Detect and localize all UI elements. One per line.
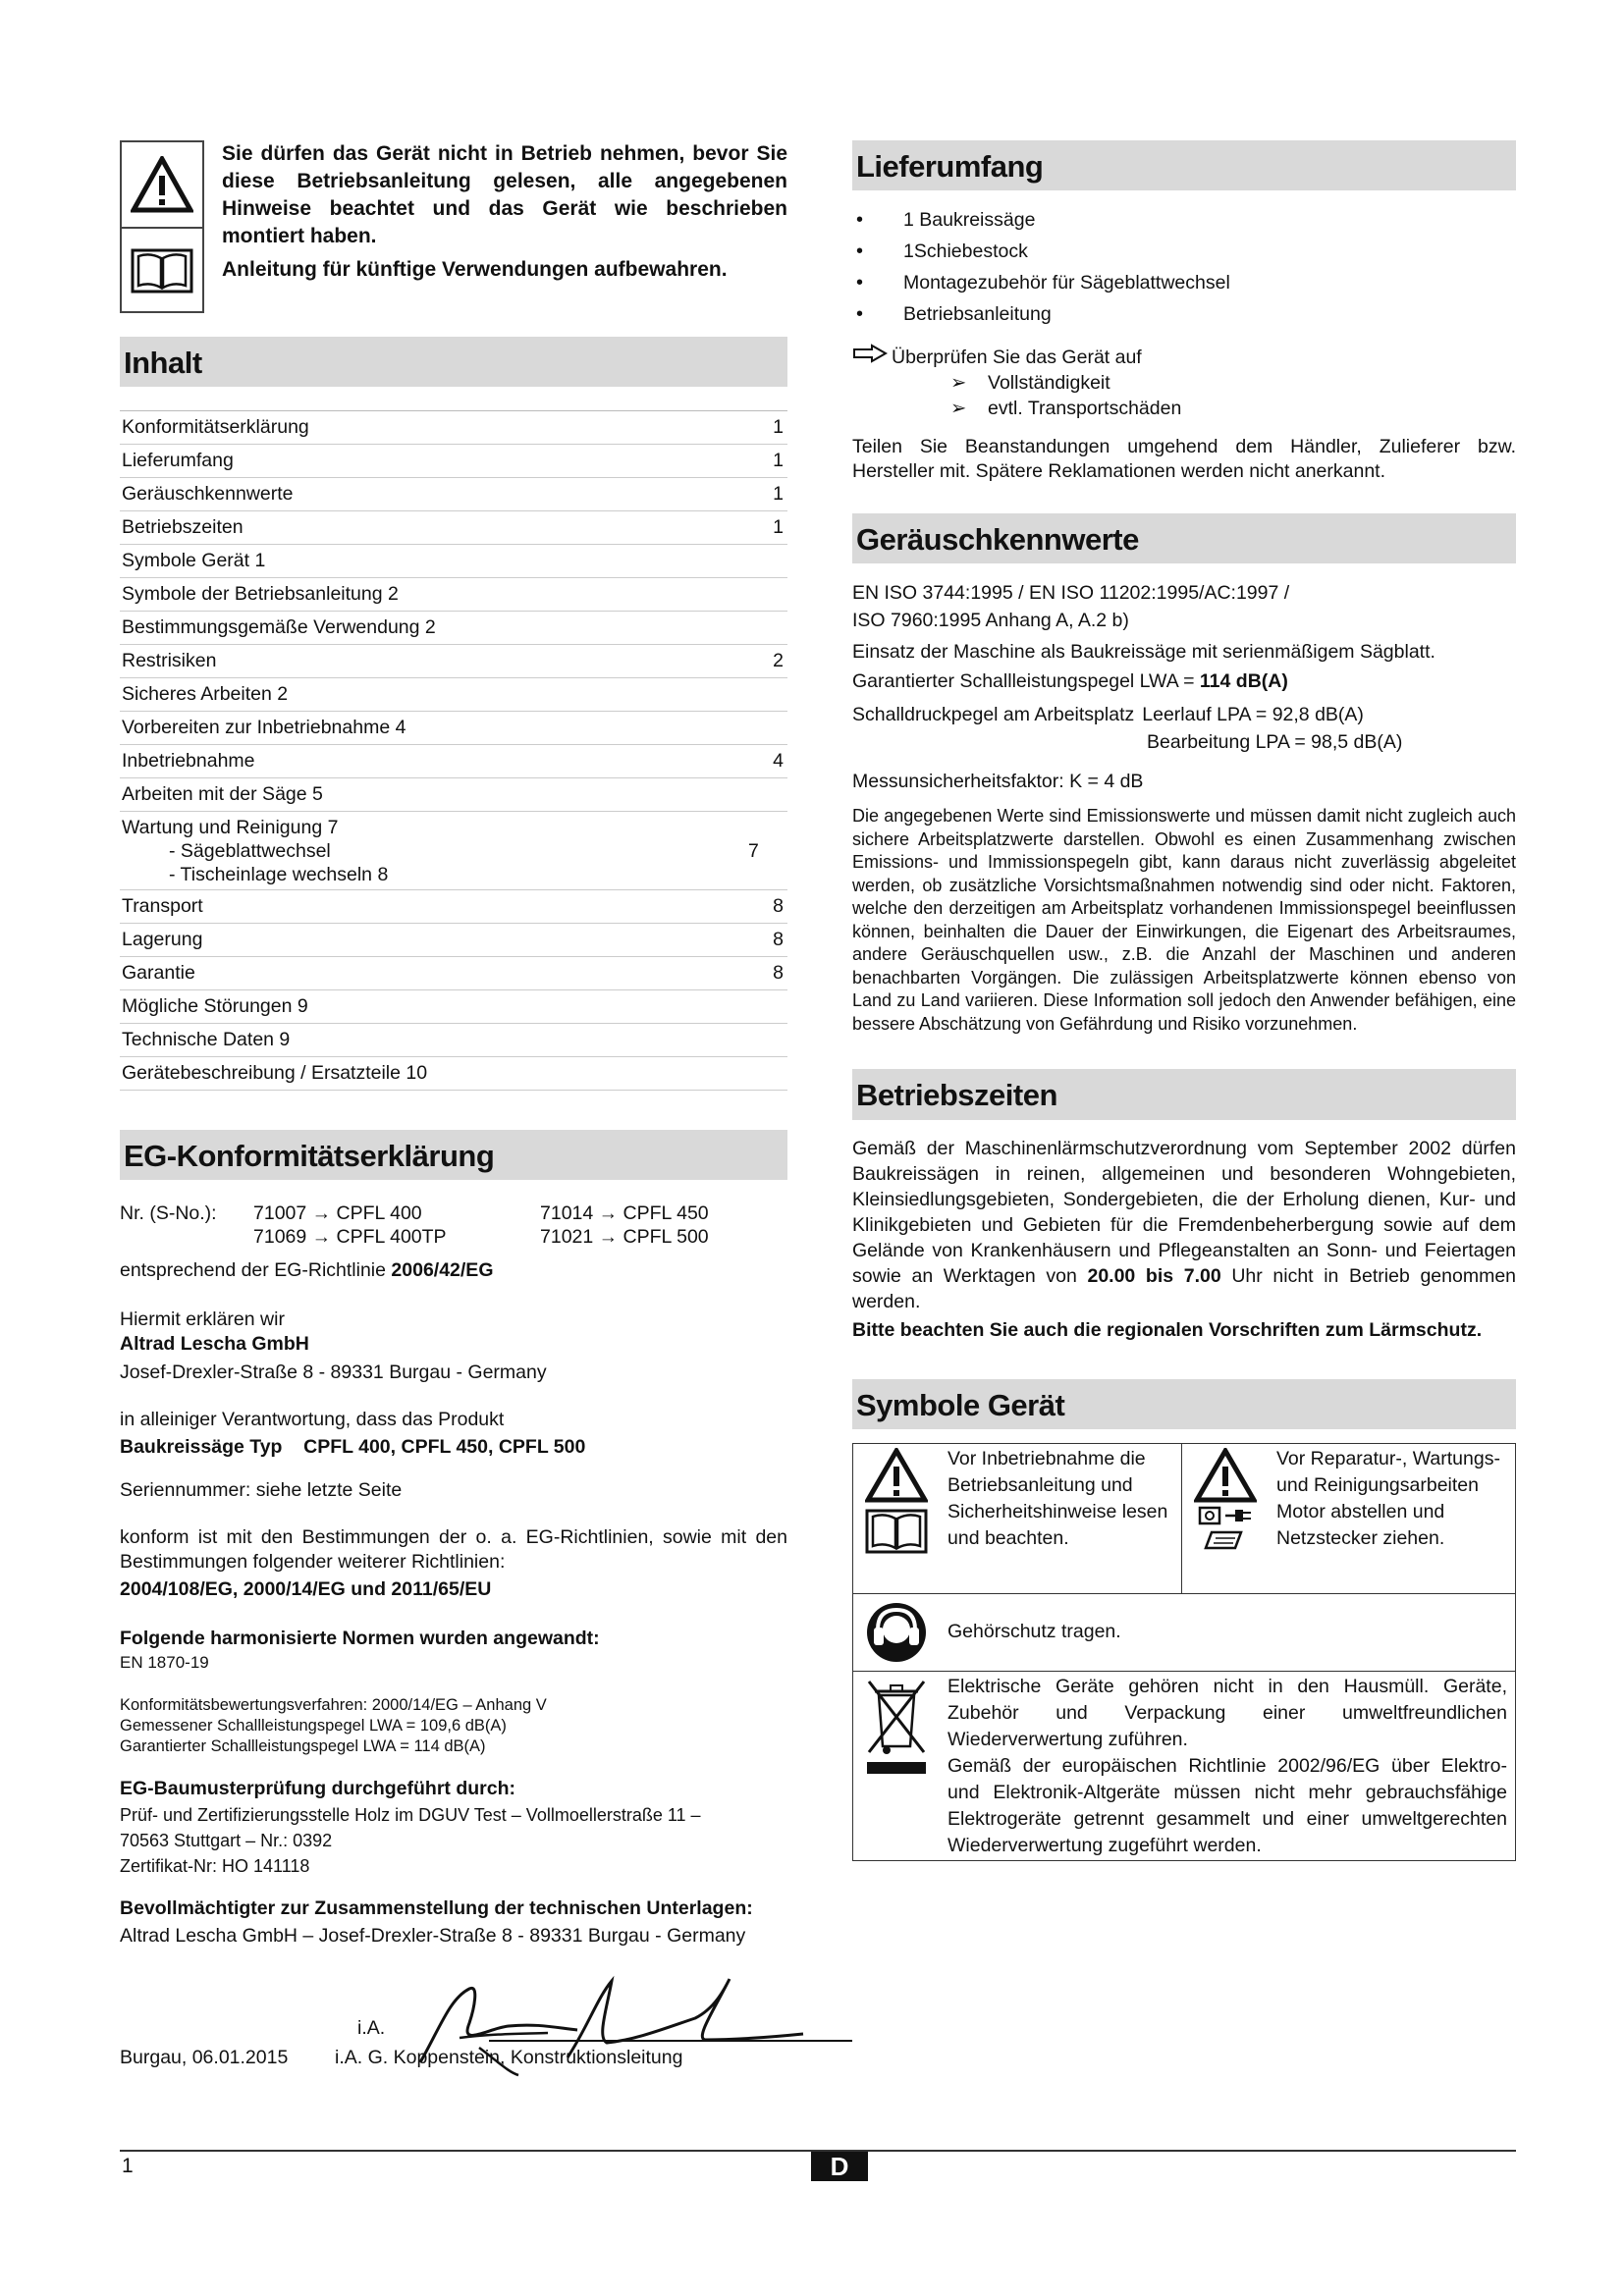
noise-uncertainty: Messunsicherheitsfaktor: K = 4 dB bbox=[852, 771, 1144, 793]
eg-norms: EN 1870-19 bbox=[120, 1653, 209, 1673]
toc-sub-label: - Tischeinlage wechseln 8 bbox=[169, 864, 389, 886]
noise-use: Einsatz der Maschine als Baukreissäge mit serienmäßigem Sägblatt. bbox=[852, 641, 1435, 664]
eg-directive-line bbox=[120, 1256, 787, 1284]
eg-exam bbox=[120, 1802, 787, 1879]
eg-models bbox=[120, 1200, 787, 1251]
toc-label: Symbole der Betriebsanleitung 2 bbox=[122, 583, 399, 606]
signature-block bbox=[120, 1969, 787, 2087]
noise-heading: Geräuschkennwerte bbox=[852, 513, 1516, 563]
warning-triangle-icon bbox=[122, 142, 202, 227]
toc-page: 2 bbox=[773, 650, 784, 672]
toc-wartung-label: Wartung und Reinigung 7 bbox=[122, 817, 339, 839]
eg-address: Josef-Drexler-Straße 8 - 89331 Burgau - Germany bbox=[120, 1362, 547, 1384]
noise-std: ISO 7960:1995 Anhang A, A.2 b) bbox=[852, 610, 1129, 632]
eg-auth-title: Bevollmächtigter zur Zusammenstellung der technischen Unterlagen: bbox=[120, 1897, 753, 1920]
symbol-text: Gehörschutz tragen. bbox=[947, 1621, 1121, 1643]
toc-row bbox=[120, 712, 787, 745]
eg-directive-prefix: entsprechend der EG-Richtlinie bbox=[120, 1259, 386, 1282]
symbol-row bbox=[853, 1594, 1515, 1672]
toc-label: Geräuschkennwerte bbox=[122, 483, 294, 506]
toc-row bbox=[120, 1057, 787, 1091]
list-item: • Betriebsanleitung bbox=[852, 298, 1516, 330]
toc-label: Lagerung bbox=[122, 929, 203, 951]
toc-row bbox=[120, 545, 787, 578]
eg-conformity-proc: Konformitätsbewertungsverfahren: 2000/14/EG – Anhang V bbox=[120, 1696, 547, 1715]
pointing-hand-icon bbox=[852, 344, 892, 370]
symbol-text: Vor Inbetriebnahme die Betriebsanleitung und Sicherheitshinweise lesen und beachten. bbox=[947, 1447, 1168, 1549]
warning-text: Sie dürfen das Gerät nicht in Betrieb nehmen, bevor Sie diese Betriebsanleitung gelesen, alle angegebenen Hinweise beachtet und das Gerät wie beschrieben montiert haben. bbox=[222, 142, 787, 247]
times-heading: Betriebszeiten bbox=[852, 1069, 1516, 1119]
noise-standards bbox=[852, 579, 1516, 634]
toc-label: Mögliche Störungen 9 bbox=[122, 995, 308, 1018]
inhalt-heading: Inhalt bbox=[120, 337, 787, 387]
toc-row bbox=[120, 612, 787, 645]
eg-directive: 2006/42/EG bbox=[391, 1259, 494, 1282]
noise-paragraph: Die angegebenen Werte sind Emissionswerte und müssen damit nicht zugleich auch sichere Arbeitsplatzwerte darstellen. Obwohl es einen Zusammenhang zwischen Emissions- und Immissionspegeln gibt, kann daraus nicht zuverlässig abgeleitet werden, ob zusätzliche Vorsichtsmaßnahmen notwendig sind oder nicht. Faktoren, welche den derzeitigen am Arbeitsplatz vorhandenen Immissionspegel beeinflussen können, beinhalten die Dauer der Einwirkungen, die Eigenart des Arbeitsraumes, andere Geräuschquellen usw., z.B. die Anzahl der Maschinen und anderen benachbarten Vorgängen. Die zulässigen Arbeitsplatzwerte können ebenso von Land zu Land variieren. Diese Information soll jedoch den Anwender befähigen, eine bessere Abschätzung von Gefährdung und Risiko vorzunehmen. bbox=[852, 806, 1516, 1034]
toc-row bbox=[120, 924, 787, 957]
toc-page: 1 bbox=[773, 483, 784, 506]
noise-pressure: Schalldruckpegel am Arbeitsplatz Leerlauf LPA = 92,8 dB(A) bbox=[852, 704, 1364, 726]
toc-page: 8 bbox=[773, 895, 784, 918]
toc-label: Bestimmungsgemäße Verwendung 2 bbox=[122, 616, 436, 639]
toc-label: Transport bbox=[122, 895, 203, 918]
toc-row bbox=[120, 645, 787, 678]
eg-company: Altrad Lescha GmbH bbox=[120, 1333, 309, 1356]
eg-product: Baukreissäge Typ CPFL 400, CPFL 450, CPFL 500 bbox=[120, 1436, 586, 1459]
noise-guaranteed: Garantierter Schallleistungspegel LWA = 114 dB(A) bbox=[852, 670, 1288, 693]
toc-label: Betriebszeiten bbox=[122, 516, 244, 539]
toc-row bbox=[120, 1024, 787, 1057]
warning-triangle-icon bbox=[1194, 1448, 1257, 1503]
toc-rows-b bbox=[120, 890, 787, 1091]
toc-row bbox=[120, 778, 787, 812]
right-column bbox=[852, 140, 1516, 1861]
check-item: ➢ evtl. Transportschäden bbox=[950, 398, 1182, 420]
ear-protection-icon bbox=[866, 1602, 927, 1663]
toc-sub-tischeinlage bbox=[122, 863, 784, 886]
symbol-text: Gemäß der europäischen Richtlinie 2002/96/EG über Elektro- und Elektronik-Altgeräte müssen nicht mehr gebrauchsfähige Elektrogeräte getrennt gesammelt und einer umweltgerechten Wiederverwertung zugeführt werden. bbox=[947, 1754, 1507, 1856]
left-column bbox=[120, 140, 787, 2087]
toc-label: Vorbereiten zur Inbetriebnahme 4 bbox=[122, 717, 406, 739]
ia-label: i.A. bbox=[357, 2017, 386, 2040]
book-icon bbox=[122, 227, 202, 313]
toc-label: Technische Daten 9 bbox=[122, 1029, 291, 1051]
toc-page: 8 bbox=[773, 962, 784, 985]
lieferumfang-heading: Lieferumfang bbox=[852, 140, 1516, 190]
check-text: Überprüfen Sie das Gerät auf bbox=[892, 346, 1142, 368]
noise-work: Bearbeitung LPA = 98,5 dB(A) bbox=[1147, 731, 1403, 754]
symbol-text: Vor Reparatur-, Wartungs- und Reinigungsarbeiten Motor abstellen und Netzstecker ziehen. bbox=[1276, 1447, 1500, 1549]
toc-page: 4 bbox=[773, 750, 784, 773]
eg-responsibility: in alleiniger Verantwortung, dass das Produkt bbox=[120, 1409, 505, 1431]
book-icon bbox=[865, 1507, 928, 1556]
warning-triangle-icon bbox=[865, 1448, 928, 1503]
eg-conform: konform ist mit den Bestimmungen der o. a. EG-Richtlinien, sowie mit den Bestimmungen folgender weiterer Richtlinien: bbox=[120, 1526, 787, 1574]
language-badge: D bbox=[811, 2152, 868, 2181]
eg-auth-text: Altrad Lescha GmbH – Josef-Drexler-Straße 8 - 89331 Burgau - Germany bbox=[120, 1925, 746, 1948]
times-paragraph: Gemäß der Maschinenlärmschutzverordnung vom September 2002 dürfen Baukreissägen in reinen, allgemeinen und besonderen Wohngebieten, Kleinsiedlungsgebieten, Sondergebieten, die der Erholung dienen, Kur- und Klinikgebieten und Gebieten für die Fremdenbeherbergung sowie auf dem Gelände von Krankenhäusern und Pflegeanstalten an Sonn- und Feiertagen sowie an Werktagen von 20.00 bis 7.00 Uhr nicht in Betrieb genommen werden. bbox=[852, 1137, 1517, 1312]
toc-row bbox=[120, 411, 787, 445]
warning-texts bbox=[222, 140, 787, 313]
toc-label: Sicheres Arbeiten 2 bbox=[122, 683, 289, 706]
toc-label: Gerätebeschreibung / Ersatzteile 10 bbox=[122, 1062, 428, 1085]
toc-label: Lieferumfang bbox=[122, 450, 234, 472]
place-date: Burgau, 06.01.2015 bbox=[120, 2047, 289, 2069]
check-block bbox=[852, 344, 1516, 421]
toc-row bbox=[120, 957, 787, 990]
warning-keep-text: Anleitung für künftige Verwendungen aufbewahren. bbox=[222, 258, 728, 281]
eg-norms-title: Folgende harmonisierte Normen wurden angewandt: bbox=[120, 1628, 600, 1650]
eg-exam-line: Zertifikat-Nr: HO 141118 bbox=[120, 1856, 310, 1877]
toc-label: Restrisiken bbox=[122, 650, 217, 672]
eg-model: 71007 → CPFL 400 bbox=[253, 1202, 422, 1225]
check-item: ➢ Vollständigkeit bbox=[950, 372, 1110, 395]
delivery-list bbox=[852, 204, 1516, 330]
toc-label: Symbole Gerät 1 bbox=[122, 550, 266, 572]
toc-page: 1 bbox=[773, 516, 784, 539]
symbol-row bbox=[853, 1444, 1515, 1594]
toc-row bbox=[120, 890, 787, 924]
eg-measured: Gemessener Schallleistungspegel LWA = 109,6 dB(A) bbox=[120, 1717, 507, 1735]
toc-label: Konformitätserklärung bbox=[122, 416, 309, 439]
toc-row-wartung bbox=[120, 812, 787, 890]
eg-other-directives: 2004/108/EG, 2000/14/EG und 2011/65/EU bbox=[120, 1578, 492, 1601]
toc-row bbox=[120, 745, 787, 778]
manual-book-icon bbox=[1202, 1528, 1249, 1552]
toc-rows-a bbox=[120, 411, 787, 812]
eg-model: 71021 → CPFL 500 bbox=[540, 1226, 709, 1249]
toc-label: Arbeiten mit der Säge 5 bbox=[122, 783, 323, 806]
page-number: 1 bbox=[122, 2155, 134, 2177]
signer: i.A. G. Koppenstein, Konstruktionsleitung bbox=[335, 2047, 683, 2069]
toc-sub-page: 7 bbox=[748, 840, 759, 863]
eg-declare: Hiermit erklären wir bbox=[120, 1308, 285, 1331]
unplug-icon bbox=[1196, 1505, 1255, 1526]
complaint-text: Teilen Sie Beanstandungen umgehend dem Händler, Zulieferer bzw. Hersteller mit. Spätere Reklamationen werden nicht anerkannt. bbox=[852, 436, 1516, 483]
eg-noise-block bbox=[120, 1695, 787, 1757]
symbol-text: Elektrische Geräte gehören nicht in den Hausmüll. Geräte, Zubehör und Verpackung einer umweltfreundlichen Wiederverwertung zuführen. bbox=[947, 1675, 1507, 1750]
toc-row bbox=[120, 578, 787, 612]
symbol-row bbox=[853, 1672, 1515, 1860]
toc-page: 8 bbox=[773, 929, 784, 951]
toc-page: 1 bbox=[773, 450, 784, 472]
symbols-table bbox=[852, 1443, 1516, 1861]
list-item: • 1Schiebestock bbox=[852, 236, 1516, 267]
weee-bin-icon bbox=[865, 1678, 928, 1776]
eg-model: 71014 → CPFL 450 bbox=[540, 1202, 709, 1225]
toc-table bbox=[120, 410, 787, 1091]
toc-row bbox=[120, 990, 787, 1024]
eg-guaranteed: Garantierter Schallleistungspegel LWA = 114 dB(A) bbox=[120, 1737, 486, 1756]
warning-icons bbox=[120, 140, 204, 313]
eg-model: 71069 → CPFL 400TP bbox=[253, 1226, 447, 1249]
toc-sub-label: - Sägeblattwechsel bbox=[169, 840, 331, 863]
toc-row bbox=[120, 511, 787, 545]
warning-block bbox=[120, 140, 787, 313]
list-item: • 1 Baukreissäge bbox=[852, 204, 1516, 236]
toc-row bbox=[120, 678, 787, 712]
eg-exam-title: EG-Baumusterprüfung durchgeführt durch: bbox=[120, 1778, 515, 1800]
eg-serial: Seriennummer: siehe letzte Seite bbox=[120, 1479, 403, 1502]
toc-row bbox=[120, 445, 787, 478]
eg-exam-line: 70563 Stuttgart – Nr.: 0392 bbox=[120, 1831, 333, 1851]
toc-label: Inbetriebnahme bbox=[122, 750, 255, 773]
symbols-heading: Symbole Gerät bbox=[852, 1379, 1516, 1429]
eg-exam-line: Prüf- und Zertifizierungsstelle Holz im DGUV Test – Vollmoellerstraße 11 – bbox=[120, 1805, 701, 1826]
eg-heading: EG-Konformitätserklärung bbox=[120, 1130, 787, 1180]
list-item: • Montagezubehör für Sägeblattwechsel bbox=[852, 267, 1516, 298]
toc-label: Garantie bbox=[122, 962, 195, 985]
noise-std: EN ISO 3744:1995 / EN ISO 11202:1995/AC:1997 / bbox=[852, 582, 1290, 605]
toc-sub-saegeblatt bbox=[122, 839, 784, 863]
toc-row bbox=[120, 478, 787, 511]
eg-nr-label: Nr. (S-No.): bbox=[120, 1202, 217, 1225]
times-note: Bitte beachten Sie auch die regionalen Vorschriften zum Lärmschutz. bbox=[852, 1318, 1483, 1341]
toc-page: 1 bbox=[773, 416, 784, 439]
